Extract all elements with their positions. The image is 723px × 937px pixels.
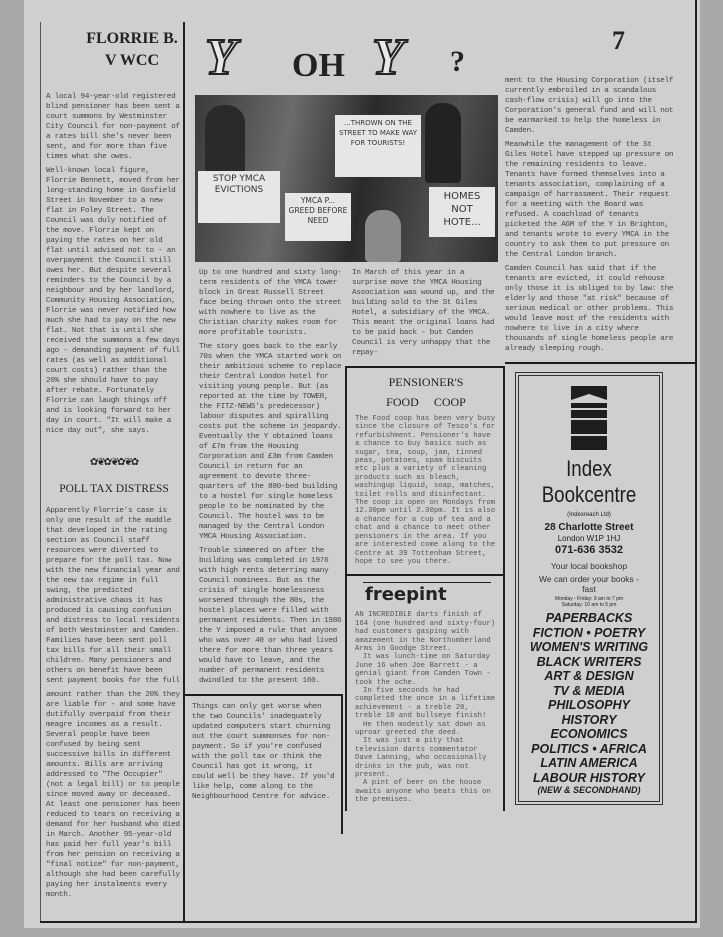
- ad-subject: WOMEN'S WRITING: [529, 640, 649, 654]
- column-3: [345, 268, 505, 811]
- article-paragraph: Camden Council has said that if the tenants are evicted, it could rehouse only those it is obliged to by law: the elderly and those "at risk" because of serious medical or other problems. This would leave most of the residents with nowhere to live in a city where thousands of single homeless people are already sleeping rough.: [505, 265, 674, 353]
- ad-subject: ART & DESIGN: [544, 669, 634, 683]
- column-2: [192, 268, 343, 834]
- article-paragraph: amount rather than the 20% they are liable for - and some have dutifully overpaid from their meagre incomes as a result. Several people have been confused by being sent successive bills in different amounts. Bills are arriving addressed to "The Occupier" (not a legal bill) or to people since moved away or deceased. At least one pensioner has been reduced to tears on receiving a demand for her husband who died in March. Another 95-year-old has paid her full year's bill from her pension on receiving a "final notice" for non-payment, although she had been carefully paying her instalments every month.: [46, 691, 180, 899]
- protest-sign: HOMES NOT HOTE...: [429, 187, 495, 237]
- headline-line: V WCC: [104, 52, 160, 69]
- article-paragraph: It was just a pity that television darts commentator Dave Lanning, who occasionally drinks in the pub, was not present.: [355, 737, 487, 780]
- freepint-masthead: freepint: [365, 584, 447, 606]
- food-coop-freepint-box: [345, 366, 505, 811]
- page-number: 7: [612, 26, 625, 55]
- poll-tax-headline: POLL TAX DISTRESS: [59, 483, 169, 495]
- headline-question-mark: ?: [450, 45, 465, 78]
- ad-subject: PAPERBACKS: [545, 611, 633, 625]
- freepint-article: [355, 611, 497, 804]
- food-coop-article: The Food coop has been very busy since the closure of Tesco's for refurbishment. Pensioner's have a chance to buy basics such as sugar, tea, soup, jam, tinned peas, potatoes, spam biscuits etc plus a variety of cleaning products such as bleach, washingup liquid, soap, matches, toilet rolls and disinfectant. The coop is open on Mondays from 12.30pm until 2.30pm. It is also a chance for a cup of tea and a chat and a chance to meet other pensioners in the area. If you are interested come along to the Centre at 39 Tottenham Street, hope to see you there.: [355, 415, 496, 566]
- article-paragraph: It was lunch-time on Saturday June 16 when Joe Barrett - a genial giant from Camden Town - took the oche.: [355, 653, 491, 687]
- article-paragraph: The story goes back to the early 70s when the YMCA started work on their ambitious scheme to replace their Central London hotel for visiting young people. But (as reported at the time by TOWER, the FITZ-NEWS's predecessor) labour disputes and spiralling costs put the scheme in jeopardy. Eventually the Y obtained loans of £7m from the Housing Corporation and £3m from Camden Council in return for an agreement to devote three-quarters of the 880-bed building to a hostel for single homeless people to be nominated by the Council. The hostel was to be managed by the Central London YMCA Housing Association.: [199, 343, 342, 541]
- person-silhouette: [365, 210, 401, 262]
- poll-tax-article: [46, 506, 182, 904]
- article-paragraph: AN INCREDIBLE darts finish of 164 (one hundred and sixty-four) had customers gasping with amazement in the Northumberland Arms in Goodge Street.: [355, 611, 496, 653]
- index-bookcentre-ad: [515, 372, 663, 805]
- florrie-article: [46, 92, 182, 440]
- person-silhouette: [205, 105, 245, 175]
- ad-subject: TV & MEDIA: [552, 683, 626, 698]
- ad-subject: ECONOMICS: [550, 727, 628, 741]
- protest-sign: ...THROWN ON THE STREET TO MAKE WAY FOR TOURISTS!: [335, 115, 421, 177]
- ad-subject: POLITICS • AFRICA: [531, 741, 647, 756]
- article-paragraph: Meanwhile the management of the St Giles Hotel have stepped up pressure on the remaining residents to leave. Tenants have formed themselves into a tenants association, complaining of a campaign of harrassment. Their request for a meeting with the Board was refused. A coachload of tenants picketed the AGM of the Y in Brighton, and tenants wrote to every YMCA in the country to ask them to put pressure on the Central London branch.: [505, 141, 674, 259]
- ymca-article-col2: In March of this year in a surprise move the YMCA Housing Association was wound up, and the building sold to the St Giles Hotel, a subsidiary of the YMCA. This meant the original loans had to be paid back - but Camden Council is very unhappy that the repay-: [352, 269, 495, 357]
- ad-tagline: We can order your books - fast: [539, 574, 639, 594]
- ad-subject: LATIN AMERICA: [540, 756, 638, 770]
- ad-rule: [505, 362, 695, 364]
- ymca-article-col1: [196, 268, 343, 690]
- ad-city: London W1P 1HJ: [557, 534, 621, 543]
- ad-subject: BLACK WRITERS: [536, 654, 642, 669]
- column-1: [46, 28, 182, 904]
- ornament-divider: ✿❦✿❦✿❦✿: [90, 454, 138, 469]
- headline-y-logo: Y: [372, 29, 404, 86]
- article-paragraph: Well-known local figure, Florrie Bennett, moved from her long-standing home in Gosfield Street in November to a new flat in Foley Street. The Council was duly notified of the move. Florrie kept on paying the rates on her old flat until advised not to - an overpayment the Council still owes her. But despite several reminders to the Council by a neighbour and by her landlord, Community Housing Association, Florrie was never notified how much she had to pay on the new flat. Not that is until she received the summons a few days ago - demanding payment of full rates (as well as additional court costs) rather than the 20% she should have to pay after rebate. Fortunately Florrie can laugh things off and is looking forward to her day in court. "It will make a nice day out", she says.: [46, 167, 180, 435]
- headline-word: COOP: [433, 395, 466, 409]
- article-paragraph: Trouble simmered on after the building was completed in 1976 with high rents deterring many Council nominees. But as the crisis of single homelessness worsened through the 80s, the hostel places were filled with permanent residents. Then in 1986 the Y imposed a rule that anyone who was over 40 or who had lived there for more than three years would have to leave, and the number of permanent residents dwindled to the present 160.: [199, 547, 342, 685]
- ad-hours: Monday - Friday: 9 am to 7 pm: [554, 596, 624, 602]
- ad-name: Index: [566, 456, 612, 481]
- ad-subject: (NEW & SECONDHAND): [537, 785, 641, 795]
- headline-oh: OH: [292, 47, 345, 84]
- ad-subject-list: [519, 611, 659, 795]
- ad-street: 28 Charlotte Street: [544, 522, 634, 533]
- protest-photo: [195, 95, 498, 262]
- column-rule: [695, 0, 697, 922]
- article-paragraph: A local 94-year-old registered blind pensioner has been sent a court summons by Westminster City Council for non-payment of a rates bill she's never been sent, and for more than five times what she owes.: [46, 93, 180, 161]
- protest-sign: STOP YMCA EVICTIONS: [198, 171, 280, 223]
- ad-subject: LABOUR HISTORY: [532, 770, 646, 785]
- article-paragraph: A pint of beer on the house awaits anyone who beats this on the premises.: [355, 779, 491, 805]
- headline-line: PENSIONER'S: [388, 375, 464, 389]
- ad-tagline: Your local bookshop: [550, 561, 628, 571]
- ad-phone: 071-636 3532: [555, 544, 623, 556]
- article-paragraph: In five seconds he had completed the once in a lifetime achievement - a treble 20, treble 18 and bullseye finish!: [355, 686, 496, 721]
- box-rule: [347, 574, 503, 576]
- florrie-headline: [82, 28, 182, 72]
- protest-sign: YMCA P... GREED BEFORE NEED: [285, 193, 351, 241]
- ymca-article-col3: [505, 76, 677, 358]
- poll-tax-advice-box: Things can only get worse when the two Councils' inadequately updated computers start churning out the court summonses for non-payment. So if you're confused with the poll tax or think the Council has got it wrong, it could well be they have. If you'd like help, come along to the Neighbourhood Centre for advice.: [183, 694, 343, 834]
- column-rule: [40, 22, 41, 922]
- article-paragraph: Apparently Florrie's case is only one result of the muddle that developed in the rating section as Council staff resources were diverted to prepare for the poll tax. Now with the new financial year and the new tax regime in full swing, the predicted administrative chaos it has produced is causing confusion and distress to local residents of both Westminster and Camden. Families have been sent poll tax bills for all their small children. Many pensioners and others on benefit have been sent payment books for the full: [46, 507, 180, 685]
- ad-name: Bookcentre: [541, 482, 637, 507]
- article-paragraph: Up to one hundred and sixty long-term residents of the YMCA tower block in Great Russell Street face being thrown onto the street with nowhere to live as the Christian charity makes room for more profitable tourists.: [199, 269, 342, 337]
- article-paragraph: ment to the Housing Corporation (itself currently embroiled in a scandalous cash-flow crisis) will go into the Corporation's general fund and will not be earmarked to help the homeless in Camden.: [505, 77, 674, 135]
- column-4: [505, 76, 695, 805]
- ad-subject: FICTION • POETRY: [532, 625, 646, 640]
- article-paragraph: He then modestly sat down as uproar greeted the deed.: [355, 720, 486, 737]
- ad-subject: PHILOSOPHY: [548, 698, 630, 712]
- ad-hours: Saturday: 10 am to 5 pm: [561, 602, 617, 608]
- headline-line: FLORRIE B.: [86, 30, 178, 47]
- food-coop-headline: [355, 372, 497, 412]
- ad-company: (Indexreach Ltd): [567, 512, 611, 518]
- ad-subject: HISTORY: [561, 712, 617, 727]
- headline-word: FOOD: [386, 395, 419, 409]
- index-logo-icon: [571, 386, 607, 450]
- page-bottom-rule: [40, 921, 697, 923]
- headline-y-logo: Y: [205, 29, 237, 86]
- person-silhouette: [425, 103, 461, 183]
